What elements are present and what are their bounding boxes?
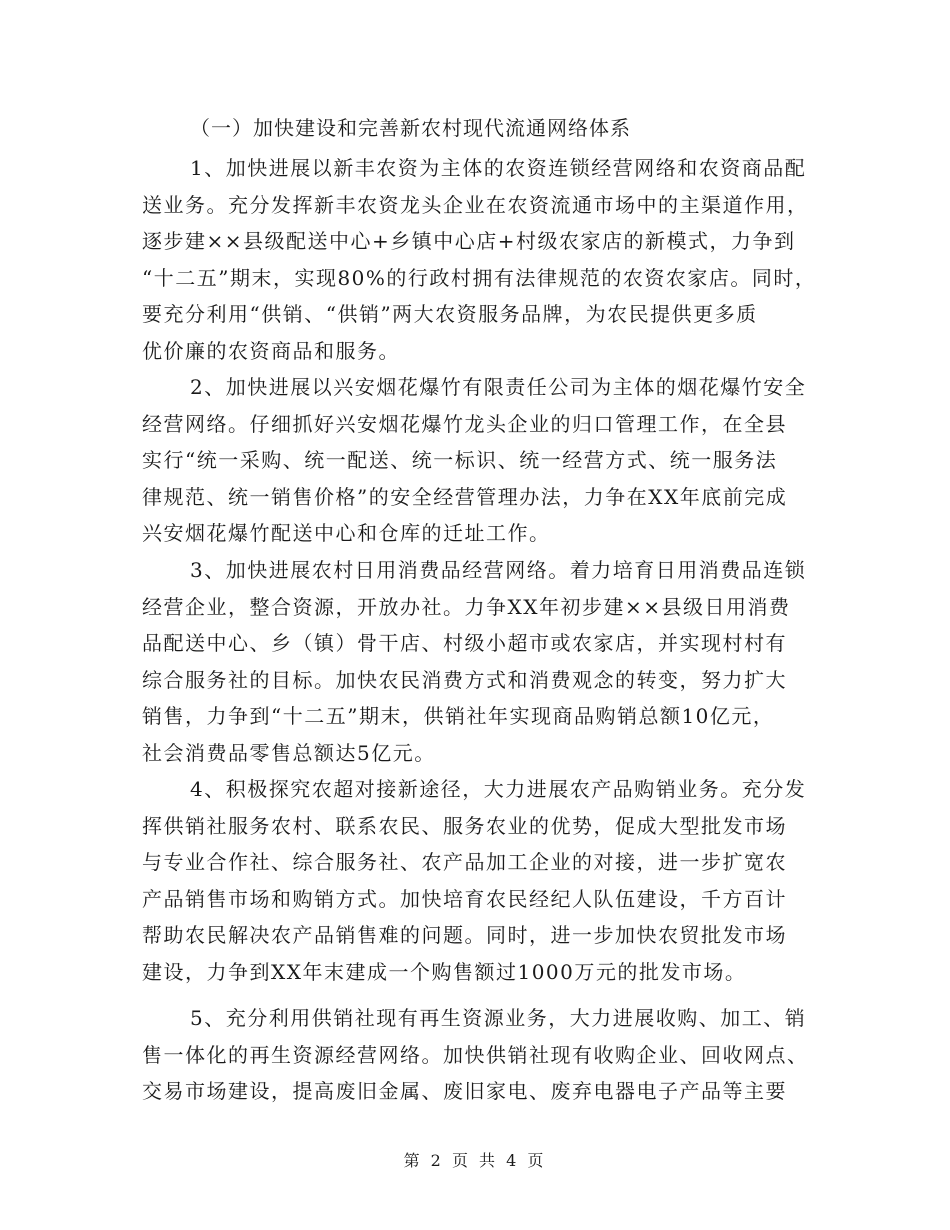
text-line: 优价廉的农资商品和服务。: [142, 338, 400, 363]
text-line: 经营网络。仔细抓好兴安烟花爆竹龙头企业的归口管理工作，在全县: [142, 411, 787, 436]
paragraph-4: [142, 771, 822, 990]
text-line: 销售，力争到“十二五”期末，供销社年实现商品购销总额10亿元，: [142, 704, 775, 728]
text-line: 售一体化的再生资源经营网络。加快供销社现有收购企业、回收网点、: [142, 1042, 809, 1067]
text-line: “十二五”期末，实现80%的行政村拥有法律规范的农资农家店。同时，: [142, 265, 817, 290]
text-line: 社会消费品零售总额达5亿元。: [142, 740, 436, 765]
text-line: 1、加快进展以新丰农资为主体的农资连锁经营网络和农资商品配: [190, 156, 807, 180]
text-line: 交易市场建设，提高废旧金属、废旧家电、废弃电器电子产品等主要: [142, 1079, 787, 1103]
text-line: 实行“统一采购、统一配送、统一标识、统一经营方式、统一服务法: [142, 448, 778, 472]
text-line: 逐步建××县级配送中心+乡镇中心店+村级农家店的新模式，力争到: [142, 229, 796, 253]
text-line: 产品销售市场和购销方式。加快培育农民经纪人队伍建设，千方百计: [142, 886, 787, 911]
page-number-footer: 第 2 页 共 4 页: [403, 1151, 547, 1170]
text-line: 律规范、统一销售价格”的安全经营管理办法，力争在XX年底前完成: [142, 484, 788, 509]
text-line: 送业务。充分发挥新丰农资龙头企业在农资流通市场中的主渠道作用，: [142, 192, 809, 217]
text-line: 品配送中心、乡（镇）骨干店、村级小超市或农家店，并实现村村有: [142, 631, 787, 655]
text-line: 要充分利用“供销、“供销”两大农资服务品牌，为农民提供更多质: [142, 302, 758, 326]
text-line: 4、积极探究农超对接新途径，大力进展农产品购销业务。充分发: [190, 777, 807, 801]
paragraph-3: [142, 552, 822, 771]
text-line: 兴安烟花爆竹配送中心和仓库的迁址工作。: [142, 521, 551, 545]
text-line: 帮助农民解决农产品销售难的问题。同时，进一步加快农贸批发市场: [142, 923, 787, 947]
paragraph-2: [142, 369, 822, 552]
text-line: 综合服务社的目标。加快农民消费方式和消费观念的转变，努力扩大: [142, 667, 787, 692]
paragraph-5: [142, 1000, 822, 1110]
paragraph-1: [142, 150, 822, 369]
text-line: 与专业合作社、综合服务社、农产品加工企业的对接，进一步扩宽农: [142, 850, 787, 874]
text-line: 挥供销社服务农村、联系农民、服务农业的优势，促成大型批发市场: [142, 813, 787, 838]
text-line: 3、加快进展农村日用消费品经营网络。着力培育日用消费品连锁: [190, 558, 807, 582]
text-line: 5、充分利用供销社现有再生资源业务，大力进展收购、加工、销: [190, 1006, 807, 1030]
text-line: 2、加快进展以兴安烟花爆竹有限责任公司为主体的烟花爆竹安全: [190, 375, 807, 399]
text-line: 建设，力争到XX年末建成一个购售额过1000万元的批发市场。: [142, 959, 747, 984]
text-line: 经营企业，整合资源，开放办社。力争XX年初步建××县级日用消费: [142, 594, 791, 619]
section-heading: （一）加快建设和完善新农村现代流通网络体系: [190, 116, 631, 140]
